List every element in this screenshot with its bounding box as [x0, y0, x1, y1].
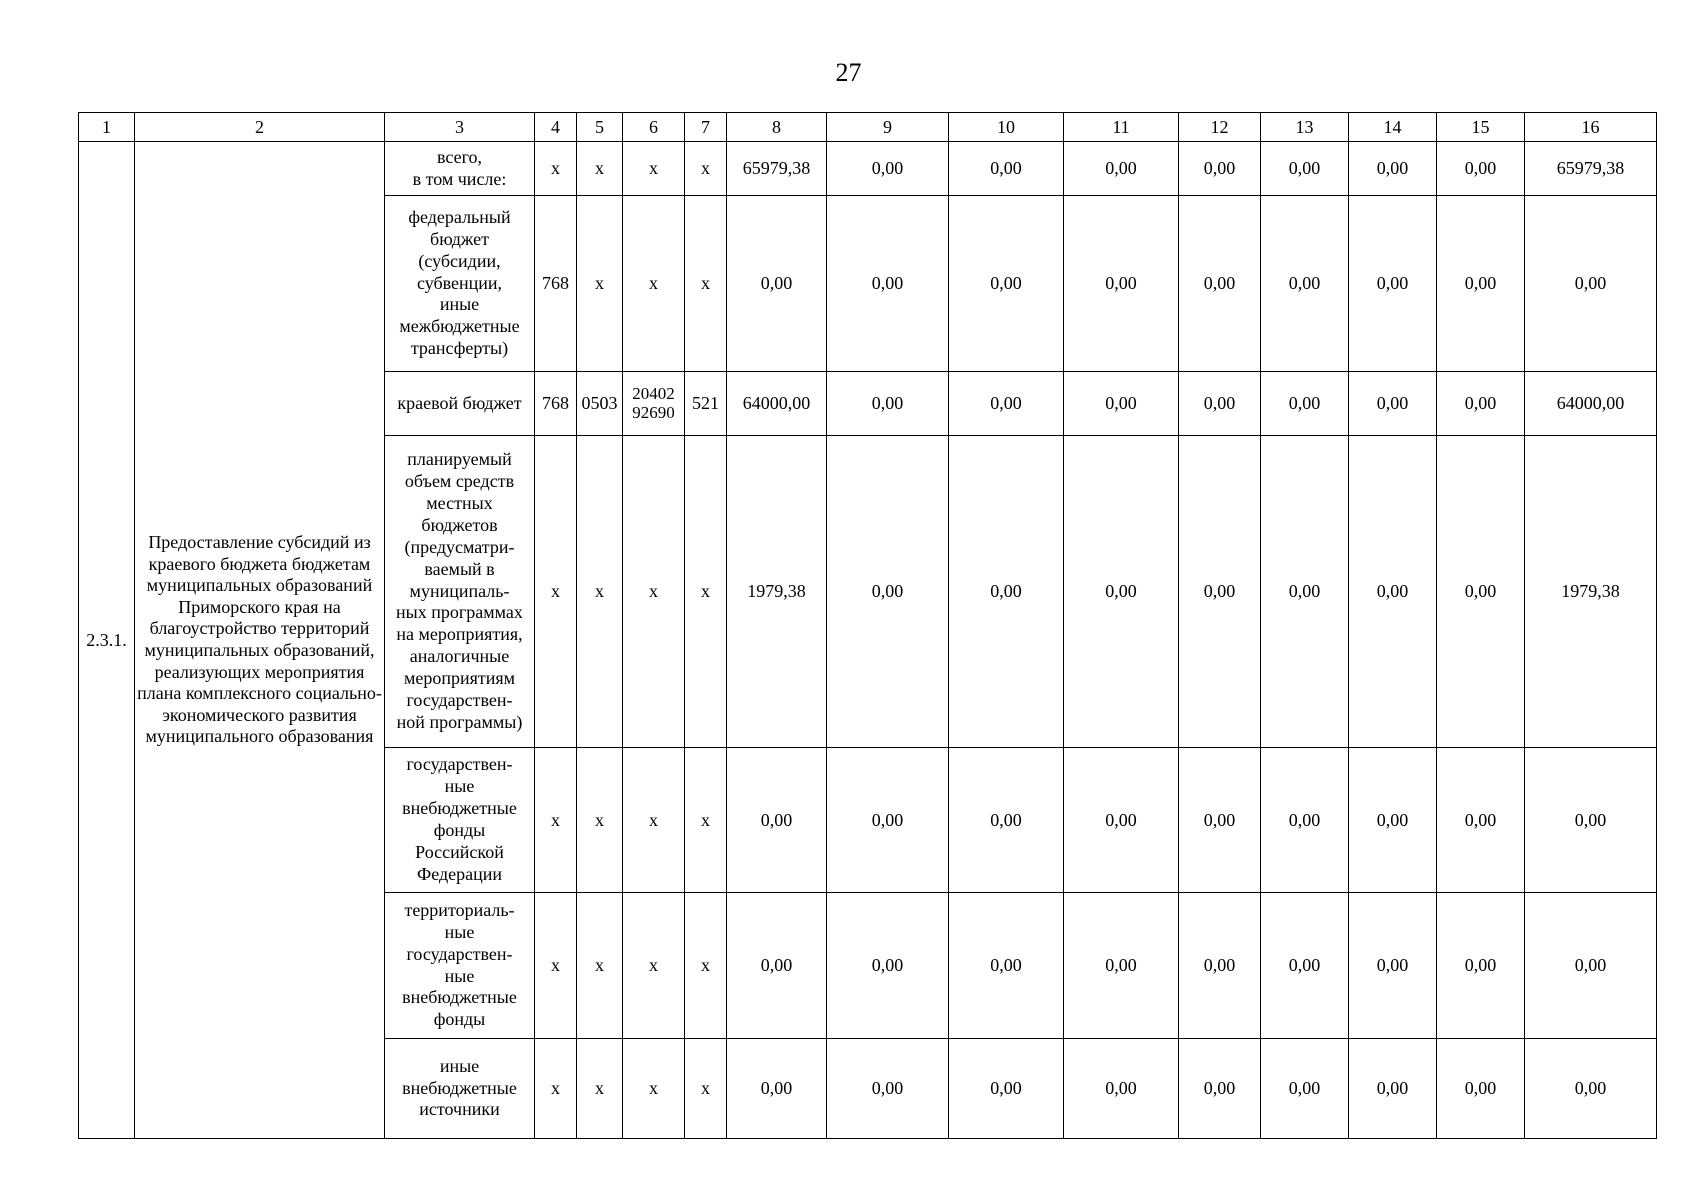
funding-source-line: фонды	[433, 820, 486, 840]
funding-source-line: (предусматри-	[404, 536, 515, 557]
amount-cell: 0,00	[949, 196, 1064, 372]
column-header: 5	[577, 113, 623, 142]
amount-cell: 1979,38	[727, 436, 827, 748]
funding-source-line: источники	[419, 1099, 500, 1120]
amount-cell: 0,00	[1437, 748, 1525, 893]
code-cell	[623, 893, 685, 1039]
amount-cell: 0,00	[949, 142, 1064, 196]
code-cell	[623, 372, 685, 436]
code-cell: x	[685, 436, 727, 748]
column-header: 11	[1064, 113, 1179, 142]
amount-cell: 0,00	[1437, 372, 1525, 436]
amount-cell: 1979,38	[1525, 436, 1657, 748]
code-cell: x	[535, 748, 577, 893]
amount-cell: 0,00	[1179, 748, 1261, 893]
column-header: 12	[1179, 113, 1261, 142]
funding-source-line: в том числе:	[412, 168, 507, 189]
amount-cell: 0,00	[1349, 142, 1437, 196]
funding-source-line: трансферты)	[410, 338, 509, 359]
funding-source-line: ных программах	[396, 602, 523, 623]
amount-cell: 0,00	[1261, 748, 1349, 893]
code-cell	[623, 436, 685, 748]
column-header: 16	[1525, 113, 1657, 142]
amount-cell: 0,00	[827, 748, 949, 893]
code-part: x	[649, 158, 658, 179]
code-cell: 521	[685, 372, 727, 436]
item-number-cell: 2.3.1.	[79, 142, 135, 1139]
code-cell	[623, 748, 685, 893]
amount-cell: 0,00	[1179, 893, 1261, 1039]
amount-cell: 0,00	[1179, 1039, 1261, 1139]
code-cell	[623, 142, 685, 196]
code-part: x	[649, 581, 658, 602]
code-part: x	[649, 809, 658, 830]
column-header: 13	[1261, 113, 1349, 142]
code-part: x	[649, 273, 658, 294]
funding-source-line: фонды	[433, 1009, 486, 1030]
column-header: 8	[727, 113, 827, 142]
funding-source-line: ваемый в	[424, 558, 495, 579]
amount-cell: 0,00	[1064, 1039, 1179, 1139]
amount-cell: 0,00	[827, 1039, 949, 1139]
amount-cell: 0,00	[1349, 893, 1437, 1039]
column-header: 9	[827, 113, 949, 142]
funding-source-line: муниципаль-	[409, 580, 510, 601]
amount-cell: 0,00	[1437, 142, 1525, 196]
code-part: 92690	[632, 402, 675, 422]
funding-source-line: иные	[439, 294, 480, 315]
amount-cell: 0,00	[827, 142, 949, 196]
amount-cell: 0,00	[1261, 372, 1349, 436]
funding-source-line: межбюджетные	[399, 316, 520, 337]
amount-cell: 0,00	[727, 196, 827, 372]
code-cell: x	[577, 748, 623, 893]
amount-cell: 0,00	[827, 436, 949, 748]
amount-cell: 0,00	[1179, 196, 1261, 372]
amount-cell: 0,00	[727, 1039, 827, 1139]
code-cell: x	[577, 196, 623, 372]
code-cell: 768	[535, 196, 577, 372]
amount-cell: 0,00	[1349, 196, 1437, 372]
funding-source-cell	[385, 436, 535, 748]
amount-cell: 0,00	[827, 196, 949, 372]
amount-cell: 0,00	[949, 893, 1064, 1039]
column-header: 15	[1437, 113, 1525, 142]
funding-source-line: Федерации	[416, 863, 502, 884]
funding-source-line: планируемый	[407, 448, 512, 469]
amount-cell: 0,00	[1525, 893, 1657, 1039]
funding-source-line: ной программы)	[396, 712, 523, 733]
funding-source-line: внебюджетные	[402, 1077, 517, 1098]
amount-cell: 0,00	[1437, 1039, 1525, 1139]
code-cell: x	[535, 436, 577, 748]
column-header: 10	[949, 113, 1064, 142]
funding-source-line: бюджет	[430, 228, 489, 249]
amount-cell: 0,00	[827, 372, 949, 436]
code-cell: 0503	[577, 372, 623, 436]
funding-source-line: иные	[439, 1055, 480, 1076]
funding-source-line: государствен-	[406, 690, 513, 711]
code-part: x	[649, 1078, 658, 1099]
amount-cell: 0,00	[1261, 142, 1349, 196]
budget-table	[78, 112, 1657, 1139]
table-row	[79, 142, 1657, 196]
code-cell: x	[685, 748, 727, 893]
code-cell: x	[535, 1039, 577, 1139]
column-header: 6	[623, 113, 685, 142]
code-cell: x	[577, 142, 623, 196]
amount-cell: 0,00	[1525, 196, 1657, 372]
amount-cell: 0,00	[1179, 142, 1261, 196]
funding-source-cell	[385, 1039, 535, 1139]
amount-cell: 65979,38	[1525, 142, 1657, 196]
funding-source-line: государствен-	[406, 943, 513, 964]
header-row	[79, 113, 1657, 142]
amount-cell: 0,00	[1261, 436, 1349, 748]
funding-source-line: местных	[426, 492, 493, 513]
code-cell: x	[685, 893, 727, 1039]
funding-source-line: аналогичные	[409, 646, 510, 667]
amount-cell: 0,00	[1179, 436, 1261, 748]
column-header: 3	[385, 113, 535, 142]
code-part: x	[649, 955, 658, 976]
column-header: 1	[79, 113, 135, 142]
amount-cell: 0,00	[1064, 748, 1179, 893]
amount-cell: 0,00	[1064, 142, 1179, 196]
amount-cell: 0,00	[1179, 372, 1261, 436]
page-number: 27	[835, 58, 862, 87]
column-header: 7	[685, 113, 727, 142]
funding-source-line: на мероприятия,	[396, 624, 523, 645]
amount-cell: 0,00	[827, 893, 949, 1039]
amount-cell: 0,00	[1525, 748, 1657, 893]
code-cell: x	[685, 142, 727, 196]
table-body	[79, 142, 1657, 1139]
amount-cell: 0,00	[1064, 372, 1179, 436]
amount-cell: 0,00	[1064, 196, 1179, 372]
amount-cell: 0,00	[1064, 893, 1179, 1039]
amount-cell: 0,00	[1261, 1039, 1349, 1139]
funding-source-line: ные	[444, 965, 475, 986]
code-cell: x	[577, 1039, 623, 1139]
amount-cell: 0,00	[727, 893, 827, 1039]
funding-source-line: мероприятиям	[403, 668, 516, 689]
amount-cell: 0,00	[1064, 436, 1179, 748]
code-cell: x	[577, 893, 623, 1039]
code-cell: 768	[535, 372, 577, 436]
funding-source-line: бюджетов	[421, 514, 498, 535]
code-cell: x	[535, 142, 577, 196]
amount-cell: 0,00	[1349, 436, 1437, 748]
funding-source-line: ные	[444, 776, 475, 797]
amount-cell: 0,00	[949, 748, 1064, 893]
amount-cell: 0,00	[1349, 748, 1437, 893]
amount-cell: 0,00	[1349, 1039, 1437, 1139]
funding-source-line: внебюджетные	[402, 798, 517, 819]
code-cell: x	[577, 436, 623, 748]
funding-source-line: субвенции,	[416, 272, 503, 293]
column-header: 4	[535, 113, 577, 142]
funding-source-line: объем средств	[404, 470, 515, 491]
funding-source-line: всего,	[436, 146, 483, 167]
code-cell	[623, 196, 685, 372]
amount-cell: 0,00	[1349, 372, 1437, 436]
code-part: 20402	[632, 383, 675, 403]
amount-cell: 0,00	[727, 748, 827, 893]
code-cell: x	[685, 1039, 727, 1139]
item-name-cell: Предоставление субсидий из краевого бюджета бюджетам муниципальных образований Приморского края на благоустройство территорий муниципальных образований, реализующих мероприятия плана комплексного социально-экономического развития муниципального образования	[135, 142, 385, 1139]
funding-source-cell	[385, 142, 535, 196]
funding-source-line: территориаль-	[404, 899, 515, 920]
column-header: 14	[1349, 113, 1437, 142]
funding-source-line: Российской	[415, 841, 504, 862]
amount-cell: 0,00	[949, 372, 1064, 436]
amount-cell: 64000,00	[727, 372, 827, 436]
code-cell: x	[535, 893, 577, 1039]
amount-cell: 64000,00	[1525, 372, 1657, 436]
amount-cell: 0,00	[1525, 1039, 1657, 1139]
amount-cell: 65979,38	[727, 142, 827, 196]
funding-source-line: внебюджетные	[402, 987, 517, 1008]
amount-cell: 0,00	[1437, 893, 1525, 1039]
funding-source-cell	[385, 196, 535, 372]
amount-cell: 0,00	[1261, 893, 1349, 1039]
funding-source-line: (субсидии,	[418, 250, 501, 271]
funding-source-line: ные	[444, 921, 475, 942]
funding-source-line: краевой бюджет	[397, 392, 522, 413]
column-header: 2	[135, 113, 385, 142]
funding-source-line: федеральный	[408, 206, 511, 227]
funding-source-cell	[385, 748, 535, 893]
funding-source-cell	[385, 893, 535, 1039]
amount-cell: 0,00	[1437, 196, 1525, 372]
code-cell	[623, 1039, 685, 1139]
funding-source-line: государствен-	[406, 754, 513, 775]
amount-cell: 0,00	[1437, 436, 1525, 748]
amount-cell: 0,00	[949, 1039, 1064, 1139]
funding-source-cell	[385, 372, 535, 436]
amount-cell: 0,00	[1261, 196, 1349, 372]
code-cell: x	[685, 196, 727, 372]
amount-cell: 0,00	[949, 436, 1064, 748]
